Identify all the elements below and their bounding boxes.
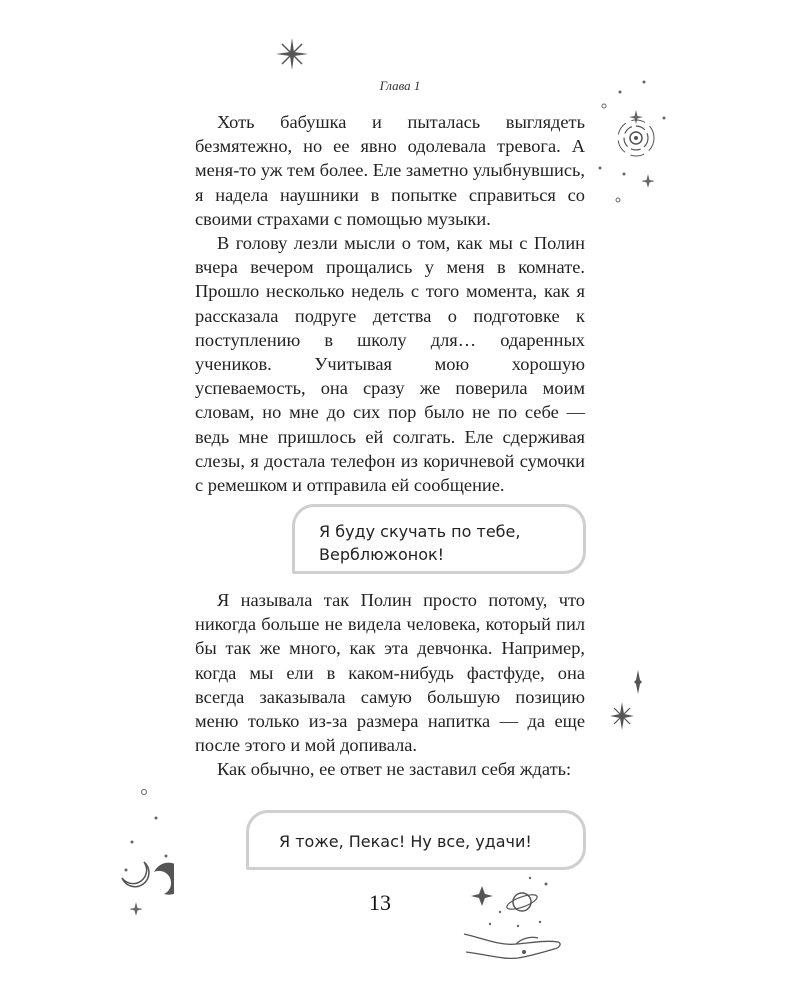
message-line: Я тоже, Пекас! Ну все, удачи! [279,832,532,851]
text-block-top [195,110,585,497]
sparkle-icon [274,36,310,72]
paragraph-2: В голову лезли мысли о том, как мы с Полин вчера вечером прощались у меня в комнате. Прошло несколько недель с того момента, как я рассказала подруге детства о подготовке к поступлению в школу для… одаренных учеников. Учитывая мою хорошую успеваемость, она сразу же поверила моим словам, но мне до сих пор было не по себе — ведь мне пришлось ей солгать. Еле сдерживая слезы, я достала телефон из коричневой сумочки с ремешком и отправила ей сообщение. [195,233,585,496]
page-number: 13 [369,890,391,915]
paragraph-4: Как обычно, ее ответ не заставил себя ждать: [217,759,572,780]
message-bubble-2 [246,810,586,870]
hand-with-planet-icon [460,872,570,972]
message-bubble-1 [292,504,586,574]
text-block-bottom [195,588,585,782]
paragraph-1: Хоть бабушка и пыталась выглядеть безмятежно, но ее явно одолевала тревога. А меня-то уж тем более. Еле заметно улыбнувшись, я надела наушники в попытке справиться со своими страхами с помощью музыки. [195,112,585,229]
chapter-header: Глава 1 [379,78,421,93]
message-line: Я буду скучать по тебе, [319,522,521,541]
paragraph-3: Я называла так Полин просто потому, что никогда больше не видела человека, который пил бы так же много, как эта девчонка. Например, когда мы ели в каком-нибудь фастфуде, она всегда заказывала самую большую позицию меню только из-за размера напитка — да еще после этого и мой допивала. [195,590,585,756]
galaxy-doodle-icon [596,78,676,214]
sparkles-icon [604,666,648,740]
message-line: Верблюжонок! [319,545,445,564]
